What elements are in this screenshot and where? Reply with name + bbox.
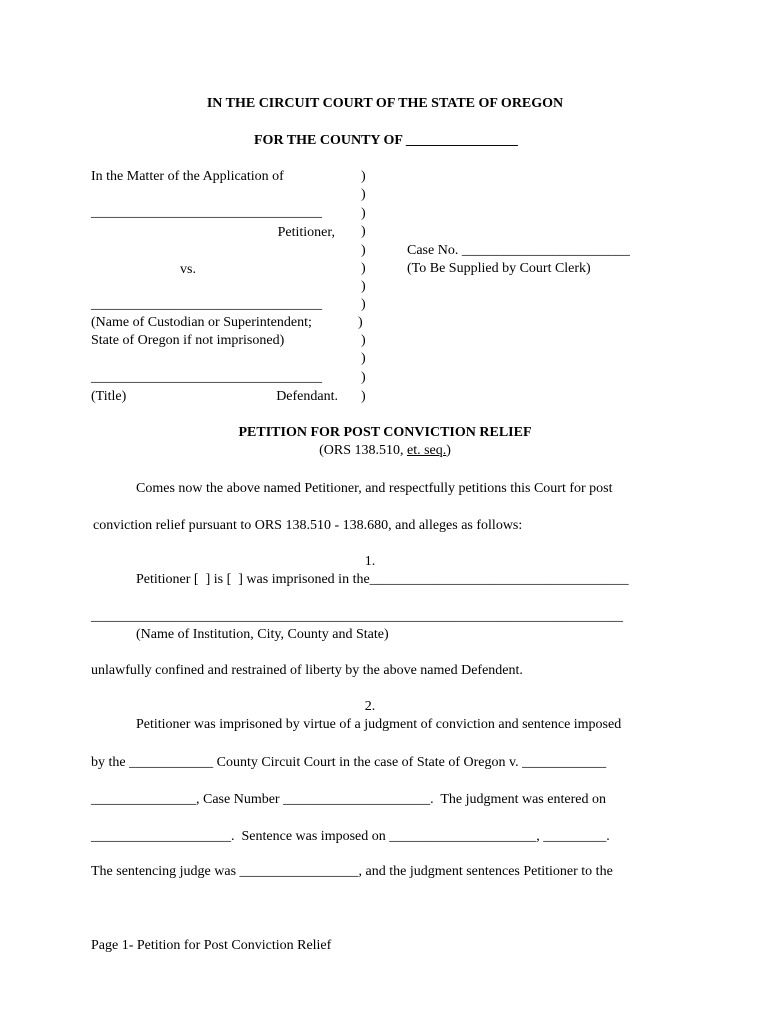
court-heading: IN THE CIRCUIT COURT OF THE STATE OF OREGON [206,96,564,111]
statute-reference: (ORS 138.510, [319,443,407,458]
caption-paren: ) [361,261,366,276]
custodian-note: (Name of Custodian or Superintendent; [91,315,312,330]
caption-paren: ) [361,389,366,404]
paragraph-1-number: 1. [364,554,376,569]
county-heading: FOR THE COUNTY OF ________________ [254,133,518,148]
paragraph-2-line-1: Petitioner was imprisoned by virtue of a judgment of conviction and sentence imposed [136,717,622,732]
caption-paren: ) [361,297,366,312]
caption-paren: ) [361,224,366,239]
petition-title: PETITION FOR POST CONVICTION RELIEF [238,425,532,440]
caption-paren: ) [361,333,366,348]
paragraph-2-number: 2. [364,699,376,714]
caption-paren: ) [361,187,366,202]
defendant-name-line: _________________________________ [91,297,322,312]
caption-paren: ) [361,279,366,294]
caption-paren: ) [361,206,366,221]
subtitle-close: ) [446,443,451,458]
intro-line-1: Comes now the above named Petitioner, and respectfully petitions this Court for post [136,481,613,496]
matter-label: In the Matter of the Application of [91,169,284,184]
paragraph-2-line-4: ____________________. Sentence was imposed on _____________________, _________. [91,829,610,844]
case-number-note: (To Be Supplied by Court Clerk) [407,261,591,276]
paragraph-2-line-5: The sentencing judge was _________________, and the judgment sentences Petitioner to the [91,864,613,879]
title-line: _________________________________ [91,370,322,385]
petitioner-name-line: _________________________________ [91,205,322,220]
institution-line: ____________________________________________________________________________ [91,609,623,624]
petitioner-label: Petitioner, [277,225,335,240]
title-label: (Title) [91,389,127,404]
defendant-label: Defendant. [276,389,338,404]
petition-subtitle [0,443,770,459]
institution-note: (Name of Institution, City, County and State) [136,627,389,642]
paragraph-1-line-1: Petitioner [ ] is [ ] was imprisoned in the_____________________________________ [136,572,629,587]
intro-line-2: conviction relief pursuant to ORS 138.510 - 138.680, and alleges as follows: [93,518,523,533]
vs-label: vs. [180,262,196,277]
paragraph-1-line-3: unlawfully confined and restrained of liberty by the above named Defendent. [91,663,523,678]
et-seq-text: et. seq. [406,443,447,458]
caption-paren: ) [361,243,366,258]
caption-paren: ) [361,169,366,184]
custodian-note-2: State of Oregon if not imprisoned) [91,333,285,348]
caption-paren: ) [361,370,366,385]
paragraph-2-line-3: _______________, Case Number _____________________. The judgment was entered on [91,792,606,807]
page-footer: Page 1- Petition for Post Conviction Relief [91,938,332,953]
caption-paren: ) [361,351,366,366]
case-number-field: Case No. ________________________ [407,243,630,258]
paragraph-2-line-2: by the ____________ County Circuit Court in the case of State of Oregon v. ____________ [91,755,607,770]
caption-paren: ) [358,315,363,330]
